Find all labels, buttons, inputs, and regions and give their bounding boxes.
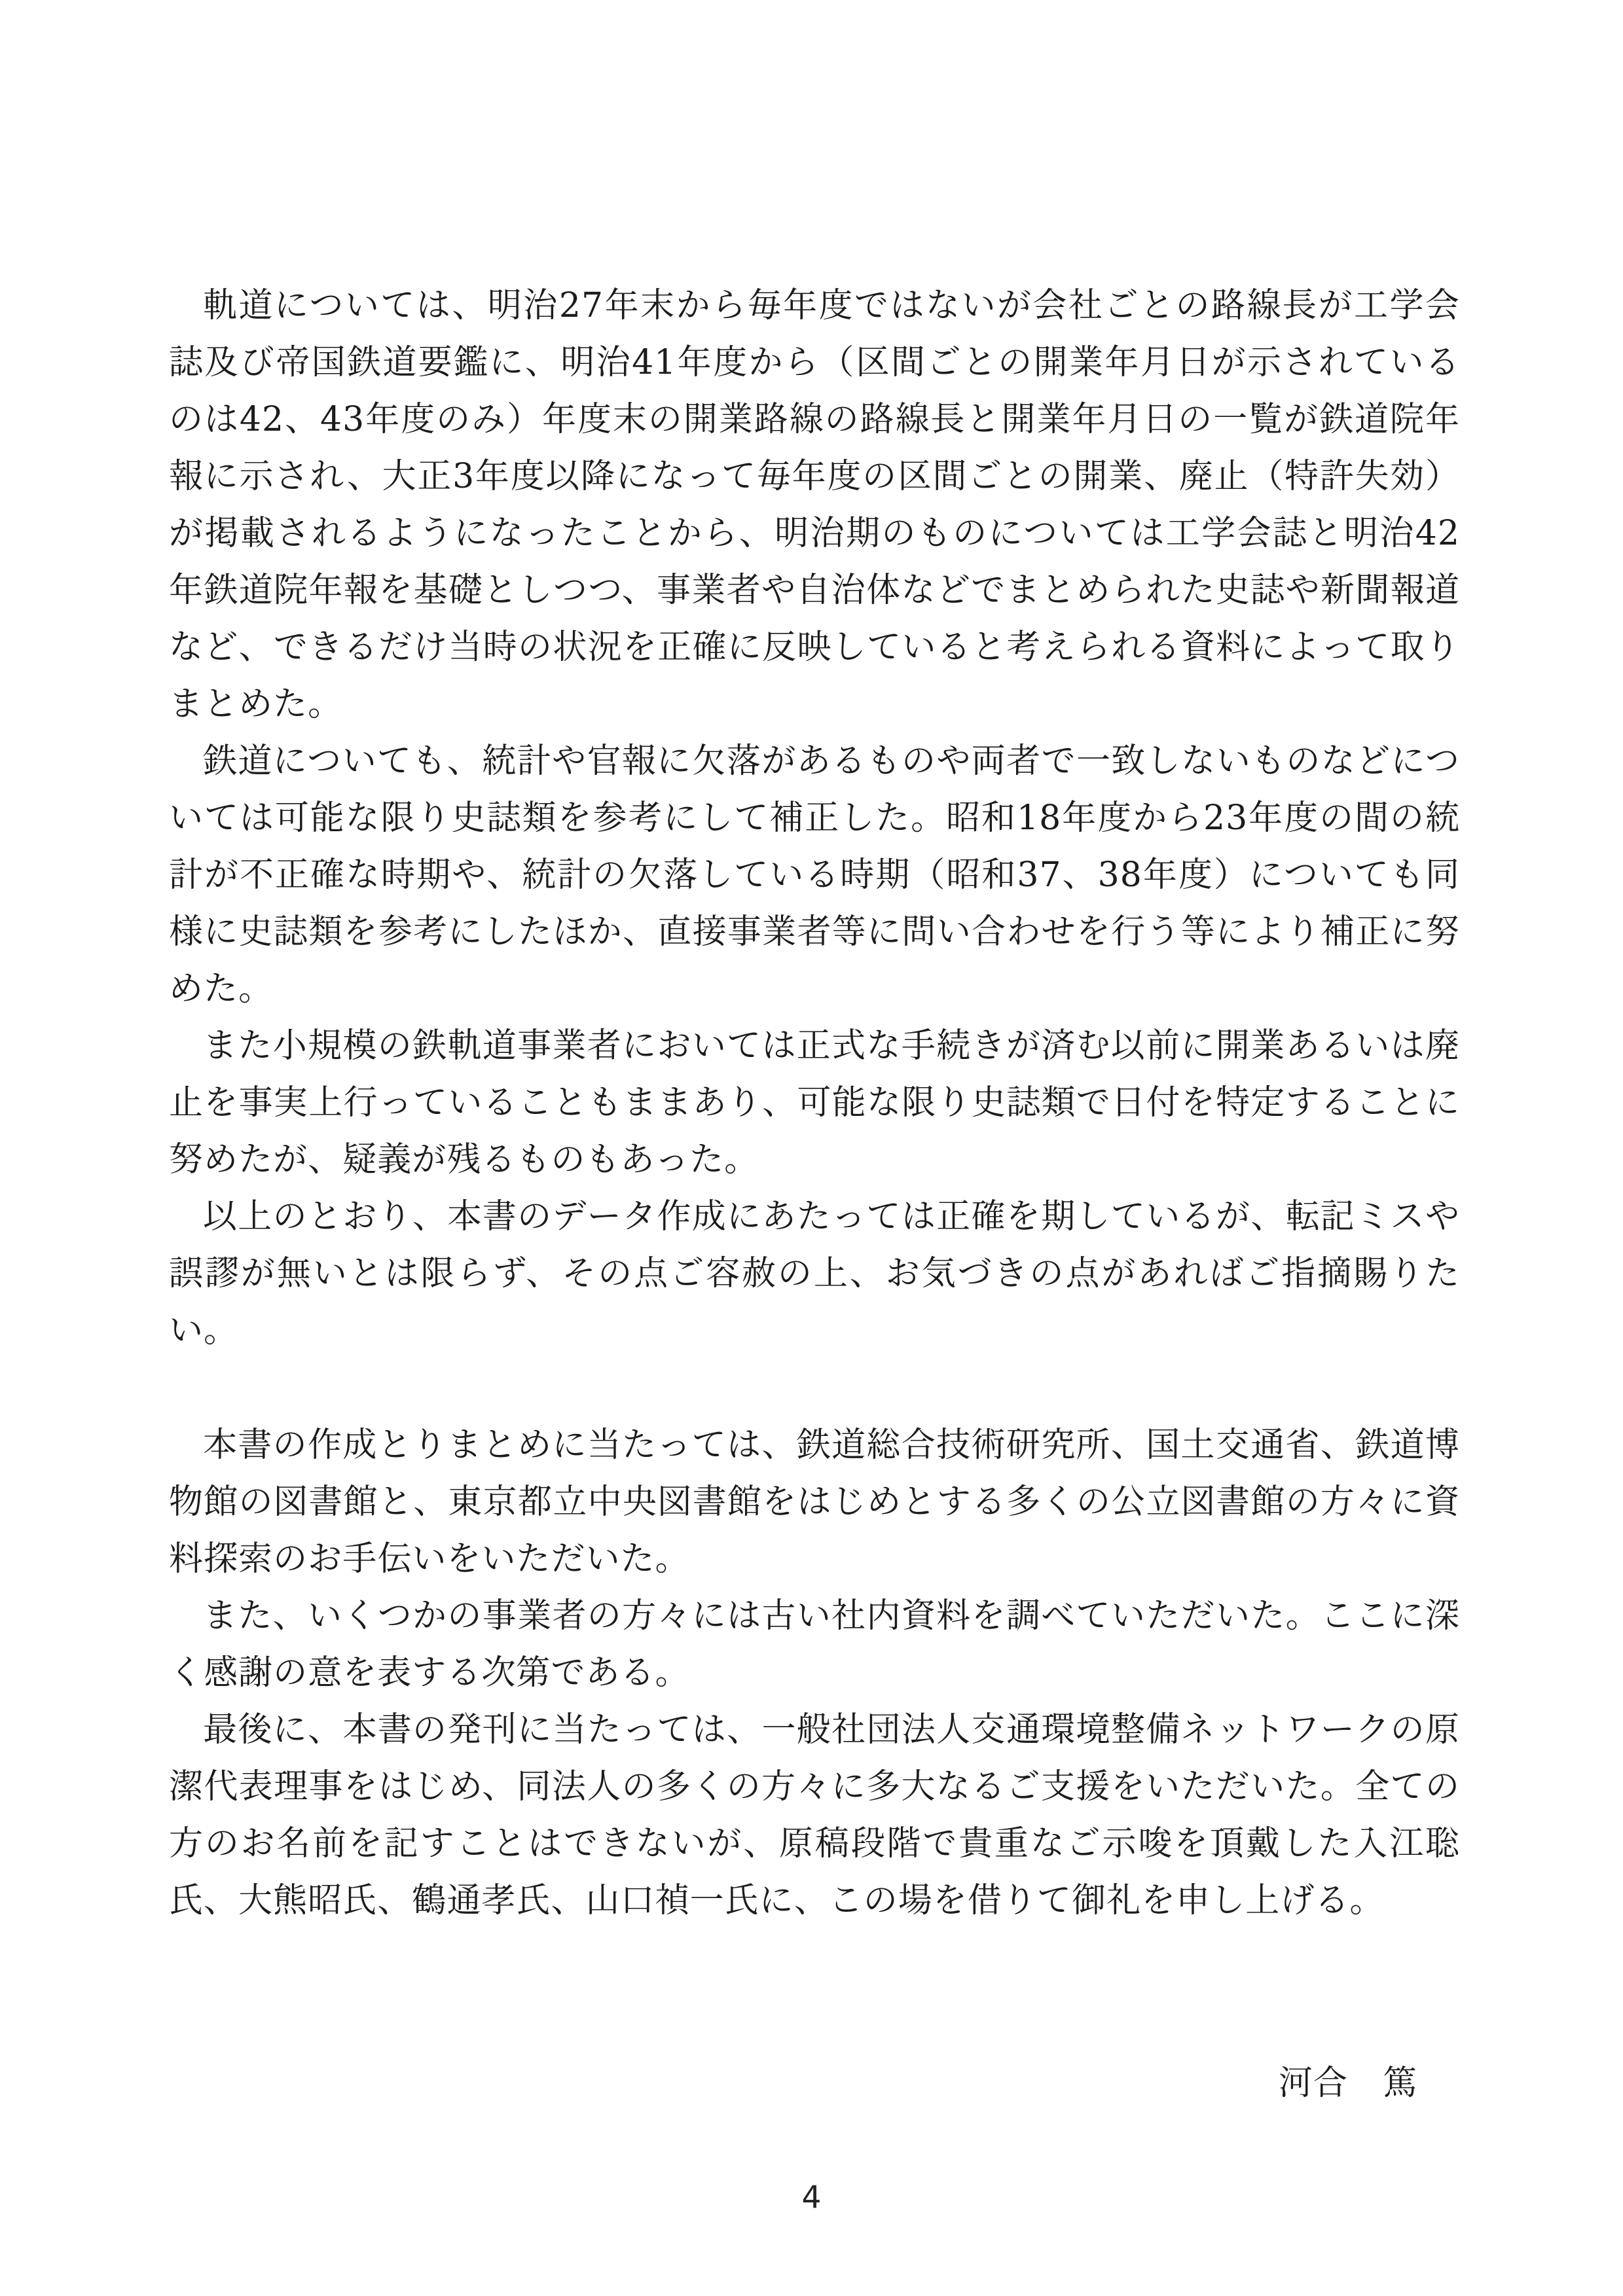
body-text	[169, 278, 1460, 2112]
paragraph-thanks-publisher: 最後に、本書の発刊に当たっては、一般社団法人交通環境整備ネットワークの原潔代表理事をはじめ、同法人の多くの方々に多大なるご支援をいただいた。全ての方のお名前を記すことはできないが、原稿段階で貴重なご示唆を頂戴した入江聡氏、大熊昭氏、鶴通孝氏、山口禎一氏に、この場を借りて御礼を申し上げる。	[169, 1710, 1460, 1920]
paragraph-rail-sources: 鉄道についても、統計や官報に欠落があるものや両者で一致しないものなどについては可能な限り史誌類を参考にして補正した。昭和18年度から23年度の間の統計が不正確な時期や、統計の欠落している時期（昭和37、38年度）についても同様に史誌類を参考にしたほか、直接事業者等に問い合わせを行う等により補正に努めた。	[169, 742, 1460, 1009]
page-number: 4	[801, 2179, 822, 2215]
paragraph-thanks-operators: また、いくつかの事業者の方々には古い社内資料を調べていただいた。ここに深く感謝の意を表する次第である。	[169, 1596, 1460, 1693]
paragraph-track-sources: 軌道については、明治27年末から毎年度ではないが会社ごとの路線長が工学会誌及び帝国鉄道要鑑に、明治41年度から（区間ごとの開業年月日が示されているのは42、43年度のみ）年度末の開業路線の路線長と開業年月日の一覧が鉄道院年報に示され、大正3年度以降になって毎年度の区間ごとの開業、廃止（特許失効）が掲載されるようになったことから、明治期のものについては工学会誌と明治42年鉄道院年報を基礎としつつ、事業者や自治体などでまとめられた史誌や新聞報道など、できるだけ当時の状況を正確に反映していると考えられる資料によって取りまとめた。	[169, 286, 1460, 724]
author-signature: 河合 篤	[1278, 2064, 1417, 2103]
paragraph-thanks-libraries: 本書の作成とりまとめに当たっては、鉄道総合技術研究所、国土交通省、鉄道博物館の図書館と、東京都立中央図書館をはじめとする多くの公立図書館の方々に資料探索のお手伝いをいただいた。	[169, 1426, 1460, 1579]
paragraph-small-operators: また小規模の鉄軌道事業者においては正式な手続きが済む以前に開業あるいは廃止を事実上行っていることもままあり、可能な限り史誌類で日付を特定することに努めたが、疑義が残るものもあった。	[169, 1026, 1460, 1179]
paragraph-accuracy-note: 以上のとおり、本書のデータ作成にあたっては正確を期しているが、転記ミスや誤謬が無いとは限らず、その点ご容赦の上、お気づきの点があればご指摘賜りたい。	[169, 1197, 1460, 1350]
page-footer	[0, 2181, 1623, 2215]
